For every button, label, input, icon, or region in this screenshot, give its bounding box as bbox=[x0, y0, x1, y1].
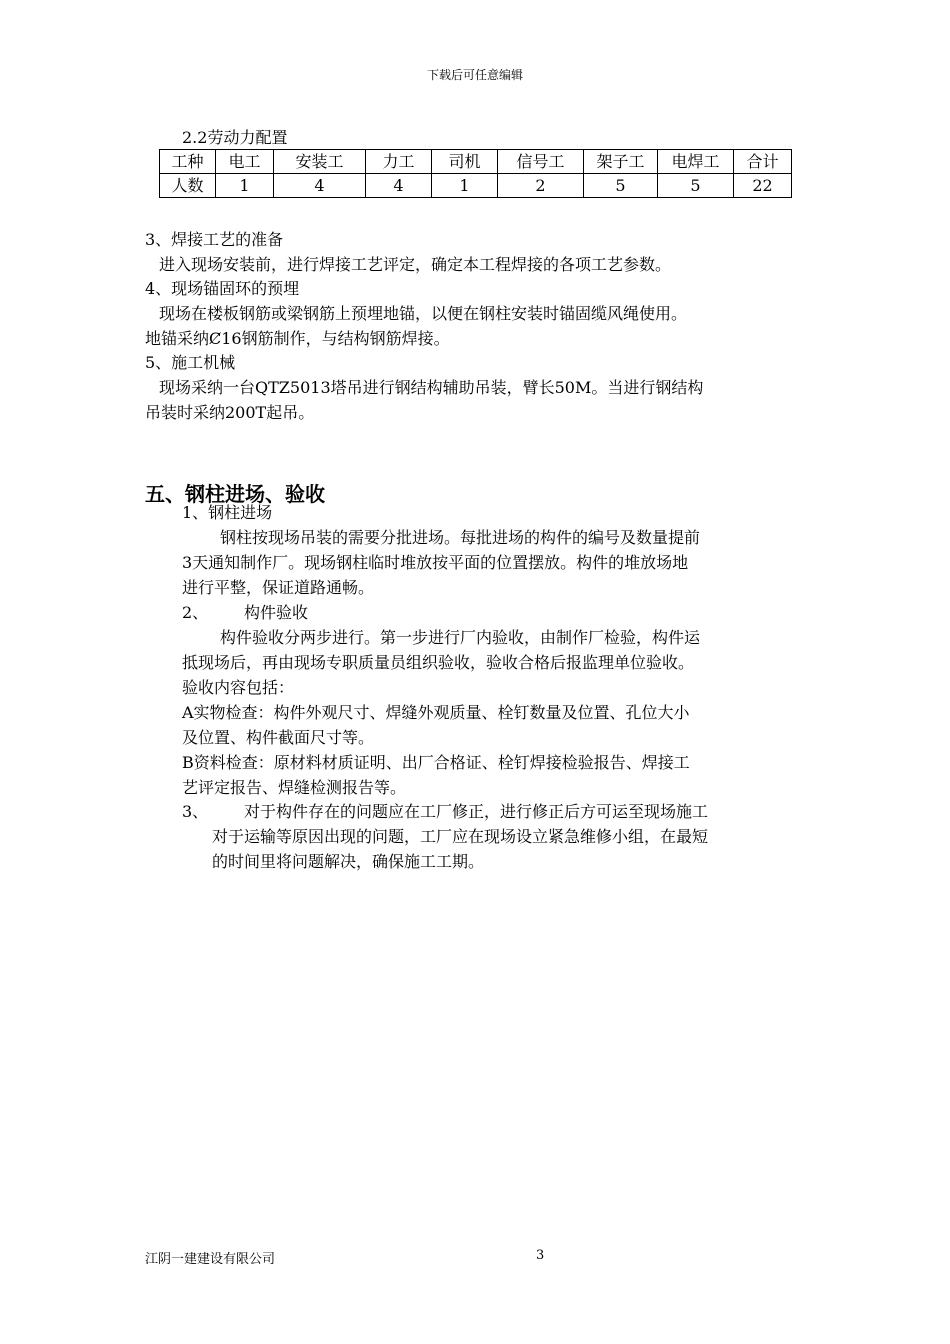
table-cell: 架子工 bbox=[584, 150, 658, 174]
section-5-line: 吊装时采纳200T起吊。 bbox=[145, 403, 315, 422]
section-2-2-title: 2.2劳动力配置 bbox=[182, 128, 288, 147]
paragraph-line: 的时间里将问题解决，确保施工工期。 bbox=[212, 852, 485, 871]
paragraph-line: 3天通知制作厂。现场钢柱临时堆放按平面的位置摆放。构件的堆放场地 bbox=[182, 553, 689, 572]
table-cell: 合计 bbox=[734, 150, 792, 174]
paragraph-line: 进行平整，保证道路通畅。 bbox=[182, 578, 375, 597]
footer-company: 江阴一建建设有限公司 bbox=[145, 1252, 276, 1267]
section-5-line: 现场采纳一台QTZ5013塔吊进行钢结构辅助吊装，臂长50M。当进行钢结构 bbox=[159, 378, 704, 397]
paragraph-line: A实物检查：构件外观尺寸、焊缝外观质量、栓钉数量及位置、孔位大小 bbox=[182, 703, 690, 722]
paragraph-line: 对于构件存在的问题应在工厂修正，进行修正后方可运至现场施工 bbox=[244, 802, 709, 821]
section-4-line: 地锚采纳Ȼ16钢筋制作，与结构钢筋焊接。 bbox=[145, 329, 450, 348]
subsection-3-number: 3、 bbox=[182, 802, 209, 821]
table-cell: 1 bbox=[216, 174, 274, 198]
table-cell: 司机 bbox=[432, 150, 498, 174]
table-cell: 工种 bbox=[160, 150, 216, 174]
table-row bbox=[160, 150, 792, 174]
table-cell: 力工 bbox=[366, 150, 432, 174]
section-3-title: 3、焊接工艺的准备 bbox=[145, 230, 284, 249]
subsection-2-title: 构件验收 bbox=[244, 603, 309, 622]
labor-table bbox=[159, 149, 792, 198]
table-cell: 5 bbox=[584, 174, 658, 198]
paragraph-line: 构件验收分两步进行。第一步进行厂内验收，由制作厂检验，构件运 bbox=[220, 628, 701, 647]
paragraph-line: 对于运输等原因出现的问题，工厂应在现场设立紧急维修小组，在最短 bbox=[212, 827, 709, 846]
table-cell: 4 bbox=[274, 174, 366, 198]
paragraph-line: 验收内容包括： bbox=[182, 678, 295, 697]
footer-page-number: 3 bbox=[536, 1248, 545, 1263]
section-4-title: 4、现场锚固环的预埋 bbox=[145, 279, 300, 298]
paragraph-line: 艺评定报告、焊缝检测报告等。 bbox=[182, 778, 407, 797]
table-cell: 人数 bbox=[160, 174, 216, 198]
chapter-5-heading: 五、钢柱进场、验收 bbox=[145, 482, 325, 506]
paragraph-line: 钢柱按现场吊装的需要分批进场。每批进场的构件的编号及数量提前 bbox=[220, 528, 701, 547]
subsection-1-title: 1、钢柱进场 bbox=[182, 503, 273, 522]
section-5-title: 5、施工机械 bbox=[145, 353, 236, 372]
table-cell: 2 bbox=[498, 174, 584, 198]
table-cell: 电焊工 bbox=[658, 150, 734, 174]
paragraph-line: 抵现场后，再由现场专职质量员组织验收，验收合格后报监理单位验收。 bbox=[182, 653, 695, 672]
paragraph-line: B资料检查：原材料材质证明、出厂合格证、栓钉焊接检验报告、焊接工 bbox=[182, 753, 690, 772]
subsection-2-number: 2、 bbox=[182, 603, 209, 622]
section-4-line: 现场在楼板钢筋或梁钢筋上预埋地锚，以便在钢柱安装时锚固缆风绳使用。 bbox=[159, 304, 688, 323]
paragraph-line: 及位置、构件截面尺寸等。 bbox=[182, 728, 375, 747]
table-cell: 安装工 bbox=[274, 150, 366, 174]
section-3-body: 进入现场安装前，进行焊接工艺评定，确定本工程焊接的各项工艺参数。 bbox=[159, 255, 672, 274]
table-cell: 信号工 bbox=[498, 150, 584, 174]
table-row bbox=[160, 174, 792, 198]
table-cell: 22 bbox=[734, 174, 792, 198]
table-cell: 1 bbox=[432, 174, 498, 198]
table-cell: 4 bbox=[366, 174, 432, 198]
page-header-note: 下载后可任意编辑 bbox=[426, 68, 523, 82]
table-cell: 电工 bbox=[216, 150, 274, 174]
table-cell: 5 bbox=[658, 174, 734, 198]
